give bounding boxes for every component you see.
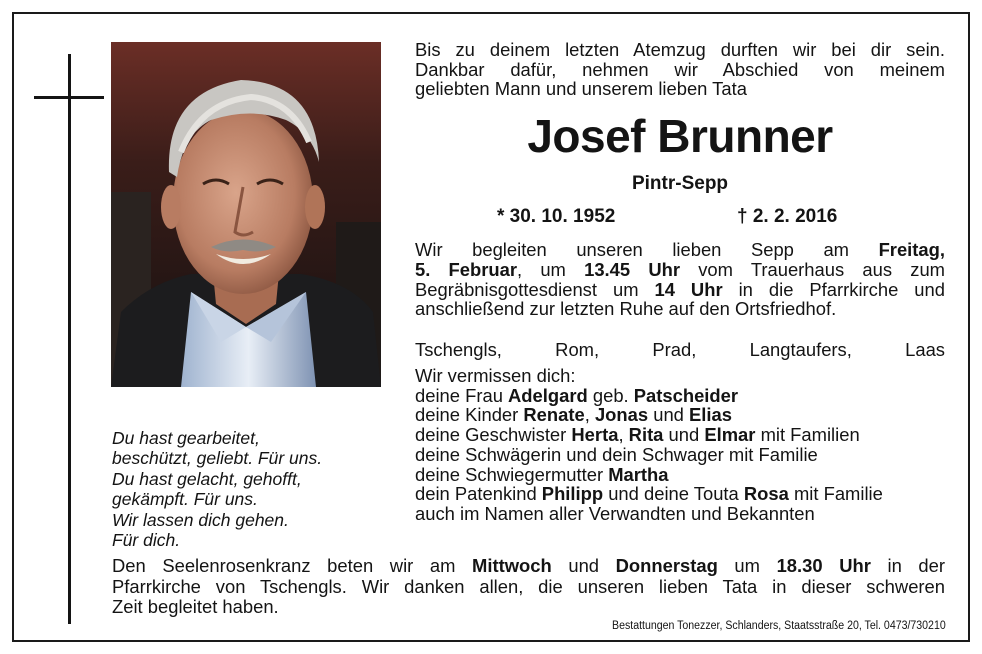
poem-line: Wir lassen dich gehen. [112, 509, 289, 530]
mourner-line: deine Frau Adelgard geb. Patscheider [415, 384, 739, 406]
intro-line: Bis zu deinem letzten Atemzug durften wir bei dir sein. [415, 39, 945, 60]
rosary-line: Den Seelenrosenkranz beten wir am Mittwoch und Donnerstag um 18.30 Uhr in der [112, 555, 945, 576]
poem-line: Du hast gelacht, gehofft, [112, 468, 302, 489]
intro-line: geliebten Mann und unserem lieben Tata [415, 78, 747, 100]
poem [112, 428, 402, 550]
places-list: Tschengls, Rom, Prad, Langtaufers, Laas [415, 339, 945, 360]
poem-line: gekämpft. Für uns. [112, 489, 258, 510]
mourner-line: deine Kinder Renate, Jonas und Elias [415, 404, 732, 426]
mourner-line: deine Schwägerin und dein Schwager mit Familie [415, 443, 818, 465]
poem-line: Für dich. [112, 530, 181, 551]
poem-line: beschützt, geliebt. Für uns. [112, 448, 323, 469]
funeral-line: Begräbnisgottesdienst um 14 Uhr in die Pfarrkirche und [415, 278, 945, 300]
mourners-list [415, 366, 945, 524]
mourner-line: auch im Namen aller Verwandten und Bekannten [415, 502, 815, 524]
birth-date: * 30. 10. 1952 [497, 206, 616, 227]
deceased-nickname: Pintr-Sepp [631, 173, 729, 194]
rosary-text [112, 556, 945, 618]
death-date: † 2. 2. 2016 [737, 206, 838, 227]
cross-icon-bar [34, 96, 104, 99]
funeral-text [415, 240, 945, 319]
mourner-line: deine Schwiegermutter Martha [415, 463, 669, 485]
portrait-photo [111, 42, 381, 387]
undertaker-credit: Bestattungen Tonezzer, Schlanders, Staatsstraße 20, Tel. 0473/730210 [612, 620, 946, 632]
rosary-line: Pfarrkirche von Tschengls. Wir danken allen, die unseren lieben Tata in dieser schweren [112, 575, 945, 597]
intro-line: Dankbar dafür, nehmen wir Abschied von meinem [415, 58, 945, 80]
funeral-line: Wir begleiten unseren lieben Sepp am Freitag, [415, 239, 945, 260]
cross-icon [68, 54, 71, 624]
mourners-heading: Wir vermissen dich: [415, 365, 576, 386]
deceased-name: Josef Brunner [527, 110, 833, 162]
intro-text [415, 40, 945, 99]
rosary-line: Zeit begleitet haben. [112, 596, 279, 617]
poem-line: Du hast gearbeitet, [112, 428, 260, 448]
mourner-line: dein Patenkind Philipp und deine Touta Rosa mit Familie [415, 483, 883, 505]
mourner-line: deine Geschwister Herta, Rita und Elmar mit Familien [415, 424, 860, 446]
funeral-line: 5. Februar, um 13.45 Uhr vom Trauerhaus aus zum [415, 258, 945, 280]
funeral-line: anschließend zur letzten Ruhe auf den Ortsfriedhof. [415, 298, 837, 320]
